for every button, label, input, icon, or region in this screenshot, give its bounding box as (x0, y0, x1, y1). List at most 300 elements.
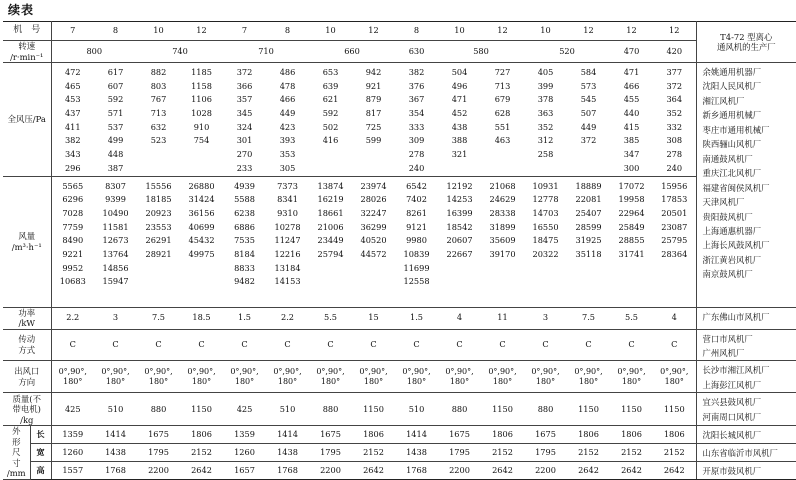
pressure-value: 713 (150, 108, 167, 119)
flow-column (524, 176, 567, 307)
flow-value: 19958 (618, 194, 645, 205)
flow-column (266, 176, 309, 307)
flow-value: 7402 (406, 194, 427, 205)
pressure-value: 448 (107, 149, 124, 160)
dim-value: 2642 (481, 461, 524, 479)
flow-value: 6542 (406, 180, 427, 191)
drive-value: C (180, 329, 223, 361)
manufacturer-name: 重庆江北风机厂 (702, 168, 762, 179)
dim-value: 1675 (309, 426, 352, 444)
flow-value: 25795 (661, 235, 688, 246)
model-number: 10 (309, 22, 352, 41)
dim-value: 1414 (395, 426, 438, 444)
dim-value: 2642 (610, 461, 653, 479)
outlet-value: 0°,90°, 180° (266, 361, 309, 393)
dim-value: 1557 (51, 461, 94, 479)
dim-value: 1768 (94, 461, 137, 479)
model-number: 8 (94, 22, 137, 41)
pressure-value: 296 (64, 162, 81, 173)
pressure-value: 233 (236, 162, 253, 173)
pressure-value: 449 (580, 121, 597, 132)
flow-value: 8307 (105, 180, 126, 191)
dim-value: 2200 (438, 461, 481, 479)
mfr-list (696, 393, 796, 426)
outlet-value: 0°,90°, 180° (481, 361, 524, 393)
model-number: 12 (481, 22, 524, 41)
pressure-value: 416 (322, 135, 339, 146)
flow-value: 14153 (274, 276, 301, 287)
dim-value: 1806 (352, 426, 395, 444)
power-value: 1.5 (395, 307, 438, 329)
flow-value: 28364 (661, 248, 688, 259)
power-value: 7.5 (567, 307, 610, 329)
flow-value: 9221 (62, 248, 84, 259)
power-value: 7.5 (137, 307, 180, 329)
dim-value: 2152 (481, 444, 524, 462)
pressure-value: 504 (451, 67, 468, 77)
manufacturer-name: 沈阳人民风机厂 (702, 81, 762, 92)
power-value: 2.2 (266, 307, 309, 329)
flow-column (137, 176, 180, 307)
pressure-value: 910 (193, 121, 210, 132)
pressure-value: 496 (451, 80, 468, 91)
dim-value: 1414 (94, 426, 137, 444)
pressure-value: 364 (666, 94, 683, 105)
drive-value: C (51, 329, 94, 361)
flow-value: 10839 (403, 248, 430, 259)
pressure-column (481, 63, 524, 177)
flow-value: 22964 (618, 207, 645, 218)
power-value: 3 (94, 307, 137, 329)
flow-value: 14253 (446, 194, 473, 205)
pressure-value: 599 (365, 135, 382, 146)
pressure-value: 1106 (191, 94, 212, 105)
pressure-value: 466 (623, 80, 640, 91)
pressure-value: 725 (365, 121, 382, 132)
pressure-value: 270 (236, 149, 253, 160)
dim-value: 1359 (223, 426, 266, 444)
flow-value: 49975 (188, 248, 215, 259)
manufacturer-name: 南京鼓风机厂 (702, 269, 753, 280)
outlet-value: 0°,90°, 180° (352, 361, 395, 393)
flow-value: 25407 (575, 207, 602, 218)
pressure-value: 537 (107, 121, 124, 132)
mass-value: 1150 (610, 393, 653, 426)
pressure-value: 727 (494, 67, 511, 77)
flow-column (180, 176, 223, 307)
speed-value: 630 (395, 41, 438, 63)
flow-value: 14703 (532, 207, 559, 218)
row-label-mass: 质量(不 带电机) /kg (3, 393, 51, 426)
speed-value: 800 (51, 41, 137, 63)
flow-value: 15947 (102, 276, 129, 287)
mass-value: 1150 (653, 393, 696, 426)
pressure-value: 423 (279, 121, 296, 132)
manufacturer-name: 沈阳长城风机厂 (696, 426, 796, 444)
flow-column (352, 176, 395, 307)
dim-value: 1438 (395, 444, 438, 462)
mass-value: 510 (395, 393, 438, 426)
dim-value: 1768 (395, 461, 438, 479)
drive-value: C (524, 329, 567, 361)
flow-value: 12216 (274, 248, 301, 259)
flow-value: 7373 (277, 180, 298, 191)
pressure-value: 300 (623, 162, 640, 173)
dim-value: 1675 (438, 426, 481, 444)
pressure-value: 378 (537, 94, 554, 105)
manufacturer-name: 开原市鼓风机厂 (696, 461, 796, 479)
dim-value: 1768 (266, 461, 309, 479)
model-number: 12 (352, 22, 395, 41)
pressure-value: 507 (580, 108, 597, 119)
dim-value: 2152 (610, 444, 653, 462)
flow-value: 9399 (105, 194, 126, 205)
drive-value: C (481, 329, 524, 361)
manufacturer-name: 河南周口风机厂 (702, 411, 762, 422)
outlet-value: 0°,90°, 180° (180, 361, 223, 393)
outlet-value: 0°,90°, 180° (438, 361, 481, 393)
flow-value: 25849 (618, 221, 645, 232)
flow-column (223, 176, 266, 307)
pressure-value: 465 (64, 80, 81, 91)
dim-value: 1414 (266, 426, 309, 444)
model-number: 12 (567, 22, 610, 41)
pressure-value: 376 (408, 80, 425, 91)
outlet-value: 0°,90°, 180° (395, 361, 438, 393)
flow-value: 17072 (618, 180, 645, 191)
pressure-value: 523 (150, 135, 167, 146)
row-label-model: 机 号 (3, 22, 51, 41)
flow-column (481, 176, 524, 307)
flow-value: 7535 (234, 235, 255, 246)
outlet-value: 0°,90°, 180° (653, 361, 696, 393)
flow-value: 5565 (62, 180, 84, 191)
speed-value: 740 (137, 41, 223, 63)
pressure-column (137, 63, 180, 177)
flow-value: 7759 (62, 221, 84, 232)
pressure-value: 366 (236, 80, 253, 91)
pressure-value: 449 (279, 108, 296, 119)
power-value: 4 (653, 307, 696, 329)
flow-value: 17853 (661, 194, 688, 205)
pressure-value: 301 (236, 135, 253, 146)
pressure-value: 713 (494, 80, 511, 91)
drive-value: C (309, 329, 352, 361)
manufacturer-name: 浙江黄岩风机厂 (702, 254, 762, 265)
pressure-value: 584 (580, 67, 597, 77)
row-label-pressure: 全风压/Pa (3, 63, 51, 177)
flow-value: 23974 (360, 180, 387, 191)
flow-value: 35609 (489, 235, 516, 246)
drive-value: C (223, 329, 266, 361)
drive-value: C (395, 329, 438, 361)
pressure-column (352, 63, 395, 177)
flow-value: 21006 (317, 221, 344, 232)
flow-value: 36299 (360, 221, 387, 232)
flow-column (610, 176, 653, 307)
pressure-value: 278 (666, 149, 683, 160)
flow-value: 20322 (532, 248, 559, 259)
dim-name: 宽 (30, 444, 51, 462)
pressure-value: 382 (64, 135, 81, 146)
outlet-value: 0°,90°, 180° (524, 361, 567, 393)
dim-value: 1438 (266, 444, 309, 462)
dim-value: 2200 (309, 461, 352, 479)
flow-value: 20923 (145, 207, 172, 218)
pressure-value: 347 (623, 149, 640, 160)
pressure-value: 617 (107, 67, 124, 77)
manufacturer-name: 长沙市湘江风机厂 (702, 365, 770, 376)
flow-value: 9482 (234, 276, 255, 287)
flow-column (395, 176, 438, 307)
dim-name: 高 (30, 461, 51, 479)
dim-value: 2642 (653, 461, 696, 479)
pressure-column (610, 63, 653, 177)
flow-column (438, 176, 481, 307)
flow-value: 31899 (489, 221, 516, 232)
dim-value: 1806 (481, 426, 524, 444)
flow-column (653, 176, 696, 307)
pressure-value: 921 (365, 80, 382, 91)
pressure-value: 258 (537, 149, 554, 160)
pressure-value: 502 (322, 121, 339, 132)
drive-value: C (438, 329, 481, 361)
flow-value: 5588 (234, 194, 255, 205)
dim-value: 2152 (567, 444, 610, 462)
pressure-value: 803 (150, 80, 167, 91)
flow-value: 18475 (532, 235, 559, 246)
dim-value: 1806 (180, 426, 223, 444)
mass-value: 425 (51, 393, 94, 426)
pressure-value: 879 (365, 94, 382, 105)
pressure-value: 817 (365, 108, 382, 119)
pressure-value: 309 (408, 135, 425, 146)
mass-value: 510 (94, 393, 137, 426)
manufacturer-name: 贵阳鼓风机厂 (702, 211, 753, 222)
manufacturer-name: 陕西骊山风机厂 (702, 139, 762, 150)
flow-value: 10931 (532, 180, 559, 191)
pressure-value: 382 (408, 67, 425, 77)
flow-value: 24629 (489, 194, 516, 205)
flow-value: 7028 (62, 207, 84, 218)
outlet-value: 0°,90°, 180° (567, 361, 610, 393)
flow-value: 18185 (145, 194, 172, 205)
pressure-column (94, 63, 137, 177)
flow-value: 8490 (62, 235, 84, 246)
pressure-value: 1028 (191, 108, 212, 119)
pressure-value: 405 (537, 67, 554, 77)
manufacturer-name: 枣庄市通用机械厂 (702, 124, 770, 135)
pressure-value: 639 (322, 80, 339, 91)
speed-value: 580 (438, 41, 524, 63)
pressure-value: 767 (150, 94, 167, 105)
flow-value: 18542 (446, 221, 473, 232)
flow-value: 15956 (661, 180, 688, 191)
pressure-value: 399 (537, 80, 554, 91)
pressure-value: 352 (537, 121, 554, 132)
model-number: 10 (137, 22, 180, 41)
dim-value: 1359 (51, 426, 94, 444)
flow-column (51, 176, 94, 307)
mass-value: 510 (266, 393, 309, 426)
pressure-value: 653 (322, 67, 339, 77)
pressure-value: 632 (150, 121, 167, 132)
flow-value: 13874 (317, 180, 344, 191)
pressure-value: 551 (494, 121, 511, 132)
flow-value: 10490 (102, 207, 129, 218)
pressure-value: 385 (623, 135, 640, 146)
flow-value: 36156 (188, 207, 215, 218)
manufacturer-name: 宜兴县鼓风机厂 (702, 397, 762, 408)
flow-value: 20607 (446, 235, 473, 246)
pressure-value: 754 (193, 135, 210, 146)
outlet-value: 0°,90°, 180° (309, 361, 352, 393)
flow-value: 18661 (317, 207, 344, 218)
flow-value: 8261 (406, 207, 427, 218)
table-caption: 续表 (8, 3, 35, 17)
pressure-value: 343 (64, 149, 81, 160)
model-number: 10 (438, 22, 481, 41)
model-number: 12 (180, 22, 223, 41)
flow-value: 12192 (446, 180, 473, 191)
manufacturer-name: 天津风机厂 (702, 197, 745, 208)
flow-value: 14856 (102, 262, 129, 273)
manufacturer-name: 上海彭江风机厂 (702, 379, 762, 390)
pressure-value: 305 (279, 162, 296, 173)
mfr-header: T4-72 型离心 通风机的生产厂 (696, 22, 796, 63)
flow-value: 23553 (145, 221, 172, 232)
dim-value: 1675 (137, 426, 180, 444)
flow-value: 18889 (575, 180, 602, 191)
pressure-value: 621 (322, 94, 339, 105)
dim-value: 2642 (567, 461, 610, 479)
pressure-value: 571 (107, 108, 124, 119)
drive-value: C (137, 329, 180, 361)
pressure-value: 354 (408, 108, 425, 119)
flow-value: 35118 (575, 248, 602, 259)
mass-value: 880 (309, 393, 352, 426)
drive-value: C (352, 329, 395, 361)
power-value: 5.5 (309, 307, 352, 329)
flow-value: 25794 (317, 248, 344, 259)
flow-value: 8341 (277, 194, 298, 205)
mass-value: 1150 (481, 393, 524, 426)
drive-value: C (567, 329, 610, 361)
mass-value: 880 (137, 393, 180, 426)
dim-value: 2152 (352, 444, 395, 462)
flow-value: 16550 (532, 221, 559, 232)
pressure-value: 452 (451, 108, 468, 119)
flow-value: 28026 (360, 194, 387, 205)
flow-value: 10278 (274, 221, 301, 232)
manufacturer-name: 广东佛山市风机厂 (696, 307, 796, 329)
pressure-value: 1185 (191, 67, 212, 77)
pressure-value: 486 (279, 67, 296, 77)
manufacturer-name: 上海长风鼓风机厂 (702, 240, 770, 251)
model-number: 8 (395, 22, 438, 41)
flow-value: 15556 (145, 180, 172, 191)
power-value: 1.5 (223, 307, 266, 329)
manufacturer-name: 广州风机厂 (702, 347, 745, 358)
power-value: 11 (481, 307, 524, 329)
pressure-value: 437 (64, 108, 81, 119)
model-number: 12 (653, 22, 696, 41)
mass-value: 1150 (180, 393, 223, 426)
flow-value: 26291 (145, 235, 172, 246)
dim-value: 1795 (309, 444, 352, 462)
drive-value: C (266, 329, 309, 361)
flow-value: 10683 (59, 276, 86, 287)
pressure-value: 240 (666, 162, 683, 173)
outlet-value: 0°,90°, 180° (223, 361, 266, 393)
dim-value: 1795 (438, 444, 481, 462)
pressure-value: 592 (322, 108, 339, 119)
power-value: 4 (438, 307, 481, 329)
dim-name: 长 (30, 426, 51, 444)
flow-value: 31741 (618, 248, 645, 259)
outlet-value: 0°,90°, 180° (610, 361, 653, 393)
flow-value: 8833 (234, 262, 255, 273)
flow-value: 13184 (274, 262, 301, 273)
flow-column (567, 176, 610, 307)
pressure-value: 352 (666, 108, 683, 119)
pressure-value: 440 (623, 108, 640, 119)
pressure-value: 321 (451, 149, 468, 160)
flow-value: 40520 (360, 235, 387, 246)
dim-value: 2642 (180, 461, 223, 479)
pressure-value: 363 (537, 108, 554, 119)
flow-value: 9121 (406, 221, 427, 232)
pressure-value: 942 (365, 67, 382, 77)
model-number: 7 (51, 22, 94, 41)
pressure-value: 453 (64, 94, 81, 105)
mass-value: 1150 (352, 393, 395, 426)
flow-value: 31424 (188, 194, 215, 205)
flow-value: 22667 (446, 248, 473, 259)
pressure-value: 455 (623, 94, 640, 105)
manufacturer-name: 南通鼓风机厂 (702, 153, 753, 164)
pressure-value: 607 (107, 80, 124, 91)
flow-value: 28855 (618, 235, 645, 246)
mass-value: 880 (524, 393, 567, 426)
speed-value: 520 (524, 41, 610, 63)
pressure-value: 466 (279, 94, 296, 105)
flow-value: 23449 (317, 235, 344, 246)
pressure-value: 471 (623, 67, 640, 77)
mfr-list (696, 63, 796, 308)
flow-value: 13764 (102, 248, 129, 259)
dim-value: 1260 (223, 444, 266, 462)
pressure-value: 573 (580, 80, 597, 91)
row-label-outlet: 出风口 方向 (3, 361, 51, 393)
pressure-column (524, 63, 567, 177)
flow-value: 11699 (403, 262, 430, 273)
flow-value: 12673 (102, 235, 129, 246)
pressure-value: 333 (408, 121, 425, 132)
dim-value: 2200 (137, 461, 180, 479)
pressure-value: 308 (666, 135, 683, 146)
row-label-power: 功率 /kW (3, 307, 51, 329)
flow-value: 28921 (145, 248, 172, 259)
pressure-value: 472 (64, 67, 81, 77)
manufacturer-name: 新乡通用机械厂 (702, 110, 762, 121)
manufacturer-name: 山东省临沂市风机厂 (696, 444, 796, 462)
mfr-list (696, 329, 796, 361)
pressure-column (266, 63, 309, 177)
pressure-value: 478 (279, 80, 296, 91)
model-number: 12 (610, 22, 653, 41)
speed-value: 660 (309, 41, 395, 63)
